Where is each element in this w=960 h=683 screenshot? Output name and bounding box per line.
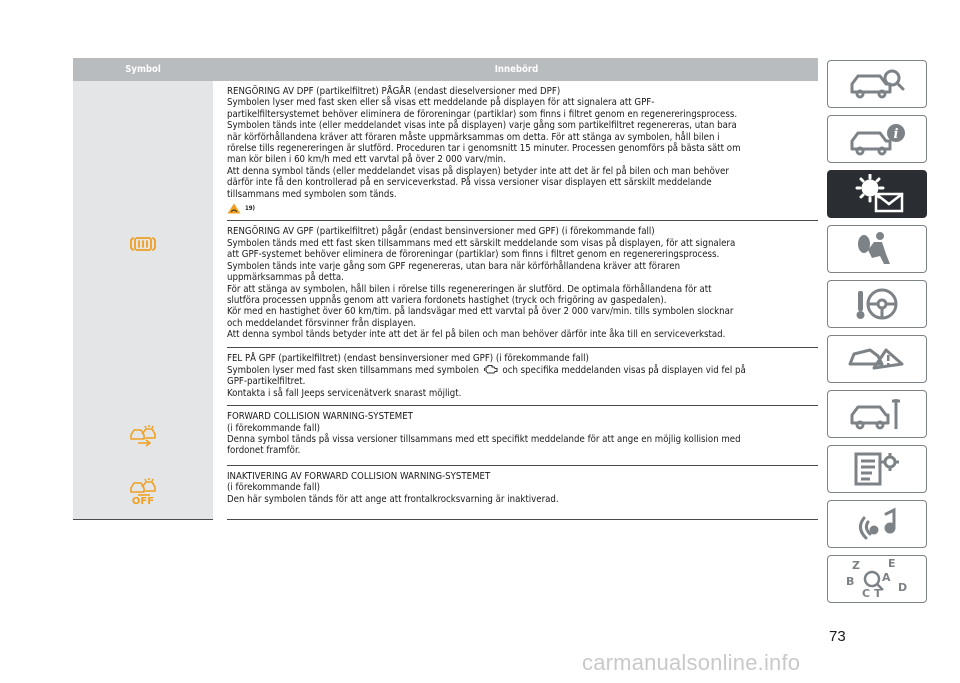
text-line: fordonet framför. [227,445,301,457]
text-line: och meddelandet försvinner från displayen. [227,317,416,329]
fcw-title: FORWARD COLLISION WARNING-SYSTEMET [227,411,413,423]
text-line: Symbolen tänds inte varje gång som GPF regenereras, utan bara när körförhållandena kräver att föraren [227,260,681,272]
forward-collision-warning-icon [128,424,158,448]
index-letter: B [846,575,855,588]
warning-light-message-icon [846,174,908,214]
steering-wheel-key-icon [846,285,908,323]
text-line: därför inte få den kontrollerad på en serviceverkstad. På vissa versioner visar displayen ett särskilt meddelande [227,177,712,189]
dpf-cleaning-block [227,81,818,221]
header-meaning: Innebörd [215,58,818,81]
dpf-title: RENGÖRING AV DPF (partikelfiltret) PÅGÅR (endast dieselversioner med DPF) [227,86,561,97]
tab-safety[interactable] [827,225,927,273]
watermark: carmanualsonline.info [582,650,801,675]
table-row [73,406,818,466]
text-line: Att denna symbol tänds (eller meddelandet visas på displayen) betyder inte att det är fel på bilen och man behöver [227,165,729,177]
text-line: (i förekommande fall) [227,482,321,494]
page-number: 73 [829,628,846,645]
text-line: Symbolen tänds inte (eller meddelandet visas inte på displayen) varje gång som partikelfiltret regenereras, utan bara [227,120,737,132]
text-line: tillsammans med symbolen som tänds. [227,188,397,200]
forward-collision-warning-off-icon [128,477,158,497]
text-line: Denna symbol tänds på vissa versioner tillsammans med ett specifikt meddelande för att ange en möjlig kollision med [227,433,741,445]
index-letter: E [888,557,896,570]
table-row [73,466,818,520]
text-line: rörelse tills regenereringen är slutförd. Proceduren tar i genomsnitt 15 minuter. Processen genomförs på bästa sätt om [227,143,741,155]
index-letter: T [874,587,882,600]
gpf-fault-block [227,348,818,407]
tab-alphabetical-index[interactable] [827,555,927,603]
gpf-cleaning-block [227,221,818,347]
index-letter: D [898,581,908,594]
text-line: Att denna symbol tänds betyder inte att det är fel på bilen och man behöver därför inte åka till en serviceverkstad. [227,329,726,341]
tab-starting-driving[interactable] [827,280,927,328]
fcw-off-block [227,466,818,520]
svg-text:i: i [893,127,899,142]
text-line: Symbolen tänds med ett fast sken tillsammans med ett särskilt meddelande som visas på displayen, för att signalera [227,237,736,249]
tab-emergency[interactable] [827,335,927,383]
text-line: uppmärksammas på detta. [227,272,344,284]
text-line: GPF-partikelfiltret. [227,376,306,388]
tab-warning-lights[interactable] [827,170,927,218]
warning-lights-table [73,58,818,520]
symbol-cell [73,81,213,406]
text-line: man kör bilen i 60 km/h med ett varvtal på över 2 000 varv/min. [227,154,506,166]
index-letter: C [862,587,871,600]
multimedia-music-icon [846,504,908,544]
car-crash-warning-icon [846,340,908,378]
text-line: Kontakta i så fall Jeeps servicenätverk snarast möjligt. [227,387,462,399]
symbol-cell [73,466,213,520]
text-line: att GPF-systemet behöver eliminera de föroreningar (partiklar) som finns i filtret genom en regenereringsprocess. [227,249,720,261]
header-symbol: Symbol [125,64,161,75]
text-line: Den här symbolen tänds för att ange att frontalkrocksvarning är inaktiverad. [227,493,559,505]
symbol-cell [73,406,213,466]
fcw-off-title: INAKTIVERING AV FORWARD COLLISION WARNING-SYSTEMET [227,470,491,482]
index-letter: A [882,571,891,584]
text-line: Symbolen lyser med fast sken eller så visas ett meddelande på displayen för att signalera att GPF- [227,97,655,109]
text-line: slutföra processen uppnås genom att variera fordonets hastighet (tryck och frigöring av gaspedalen). [227,294,667,306]
tab-technical-specs[interactable] [827,445,927,493]
tab-servicing[interactable] [827,390,927,438]
particulate-filter-icon [130,235,156,253]
table-row [73,81,818,406]
tab-dashboard[interactable] [827,115,927,163]
table-header [73,58,818,81]
car-info-icon [846,121,908,157]
text-line: när körförhållandena kräver att föraren måste uppmärksammas om detta. För att stänga av symbolen, håll bilen i [227,131,720,143]
gpf-fault-title: FEL PÅ GPF (partikelfiltret) (endast bensinversioner med GPF) (i förekommande fall) [227,352,589,364]
warning-reference [227,203,818,214]
gpf-title: RENGÖRING AV GPF (partikelfiltret) pågår (endast bensinversioner med GPF) (i förekommande fall) [227,226,655,238]
engine-check-icon [484,364,498,374]
tab-knowing-vehicle[interactable] [827,60,927,108]
text-before-icon: Symbolen lyser med fast sken tillsammans med symbolen [227,364,479,376]
warning-triangle-icon [227,203,241,214]
off-label: OFF [131,496,155,508]
alphabet-index-icon [842,557,912,601]
airbag-person-icon [846,230,908,268]
text-after-icon: och specifika meddelanden visas på displayen vid fel på [502,364,746,376]
tab-multimedia[interactable] [827,500,927,548]
text-line [227,364,818,376]
text-line: För att stänga av symbolen, håll bilen i rörelse tills regenereringen är slutförd. De optimala förhållandena för att [227,283,712,295]
warning-ref-number: 19) [245,205,255,213]
car-wrench-icon [846,395,908,433]
index-letter: Z [852,559,860,572]
text-line: partikelfiltersystemet behöver eliminera de föroreningar (partiklar) som finns i filtret genom en regenereringsprocess. [227,108,738,120]
car-search-icon [846,66,908,102]
spec-list-gear-icon [846,450,908,488]
fcw-off-symbol [128,477,158,507]
text-line: Kör med en hastighet över 60 km/tim. på landsvägar med ett varvtal på över 2 000 varv/min. tills symbolen slocknar [227,306,734,318]
text-line: (i förekommande fall) [227,422,321,434]
chapter-sidebar [827,60,930,610]
fcw-block [227,406,818,466]
